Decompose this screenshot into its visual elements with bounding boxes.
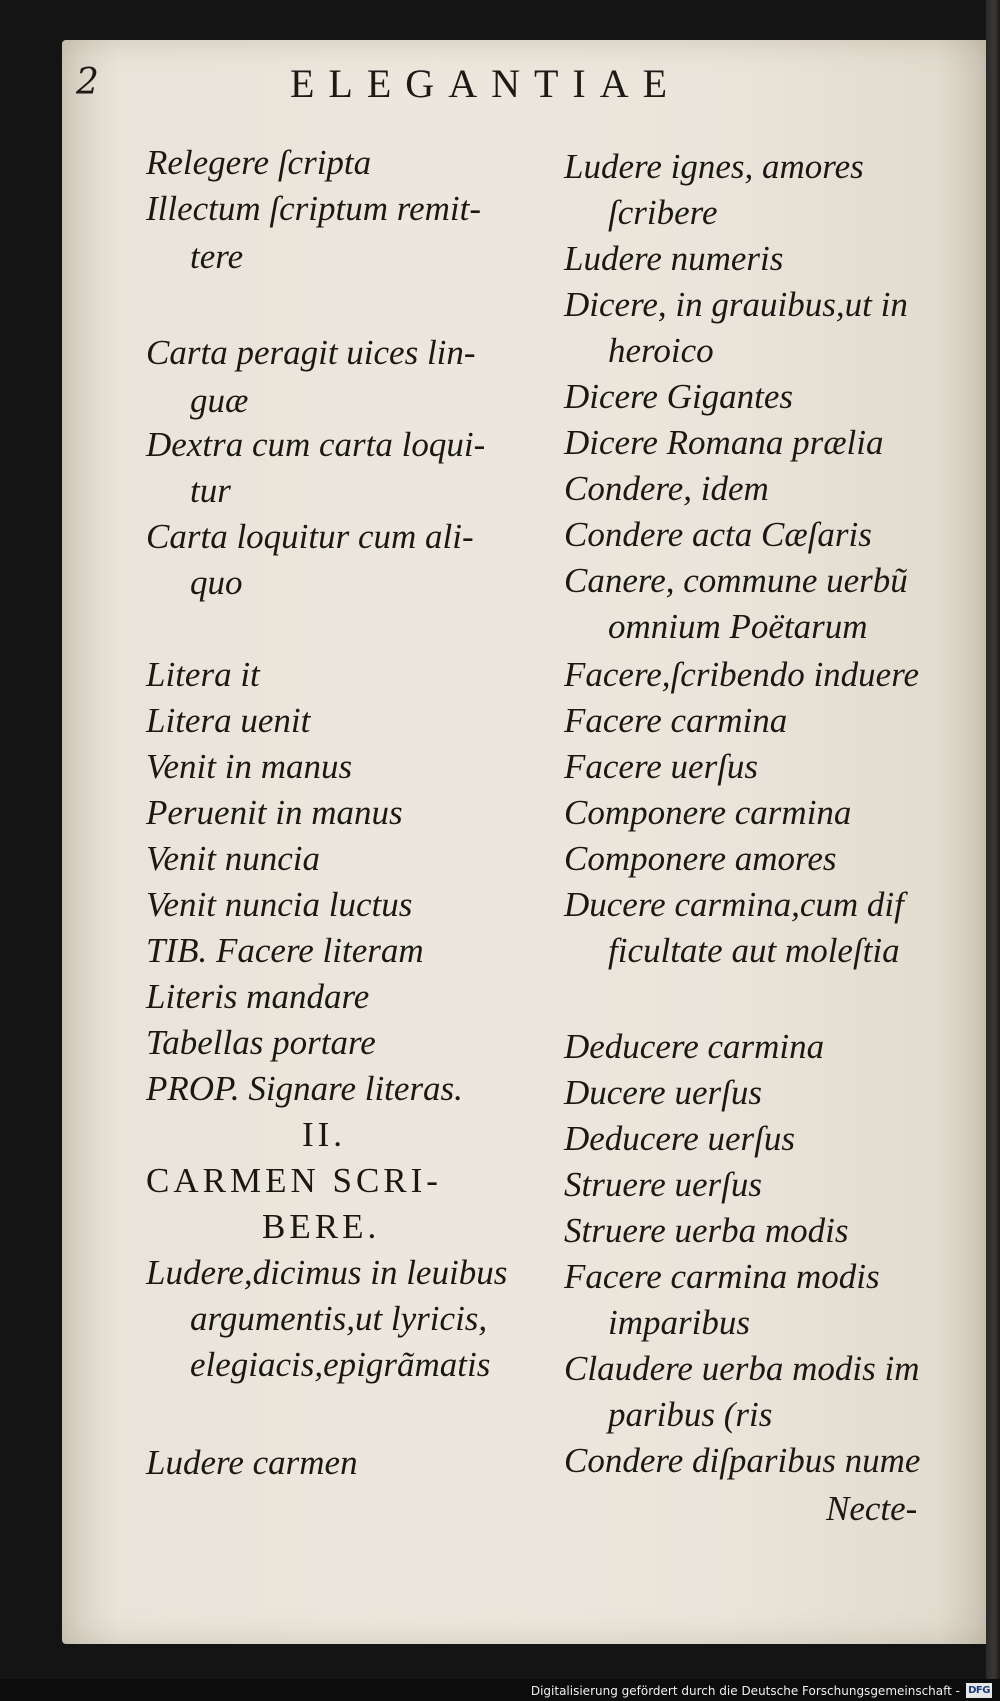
- text-line: Ludere numeris: [564, 239, 784, 278]
- text-line: Relegere ſcripta: [146, 143, 372, 182]
- text-line: Ludere,dicimus in leuibus: [146, 1253, 508, 1292]
- text-line: Dicere Romana prælia: [564, 423, 884, 462]
- footer-bar: [0, 1679, 1000, 1701]
- text-line: PROP. Signare literas.: [146, 1069, 463, 1108]
- text-line: elegiacis,epigrãmatis: [190, 1345, 491, 1384]
- text-line: Literis mandare: [146, 977, 370, 1016]
- text-line: Ducere carmina,cum dif: [564, 885, 904, 924]
- text-line: Facere carmina: [564, 701, 788, 740]
- text-line: Venit nuncia: [146, 839, 320, 878]
- text-line: Condere acta Cæſaris: [564, 515, 872, 554]
- text-line: Venit in manus: [146, 747, 353, 786]
- footer-credit: Digitalisierung gefördert durch die Deutsche Forschungsgemeinschaft -: [530, 1684, 960, 1698]
- text-line: omnium Poëtarum: [608, 607, 868, 646]
- text-line: quo: [190, 563, 243, 602]
- page-number: 2: [76, 62, 99, 103]
- text-line: Componere carmina: [564, 793, 852, 832]
- text-line: Ludere carmen: [146, 1443, 358, 1482]
- text-line: Dextra cum carta loqui-: [146, 425, 486, 464]
- text-line: Deducere uerſus: [564, 1119, 795, 1158]
- dfg-logo: DFG: [966, 1683, 992, 1698]
- text-line: Condere diſparibus nume: [564, 1441, 921, 1480]
- text-line: Canere, commune uerbũ: [564, 561, 908, 600]
- catchword: Necte-: [826, 1489, 918, 1528]
- text-line: ſcribere: [608, 193, 718, 232]
- text-line: Litera it: [146, 655, 260, 694]
- text-line: Facere carmina modis: [564, 1257, 880, 1296]
- section-number: II.: [302, 1115, 347, 1154]
- book-edge: [986, 0, 1000, 1701]
- text-line: Carta loquitur cum ali-: [146, 517, 474, 556]
- text-line: Tabellas portare: [146, 1023, 376, 1062]
- text-line: Componere amores: [564, 839, 837, 878]
- text-line: Carta peragit uices lin-: [146, 333, 476, 372]
- text-line: Struere uerba modis: [564, 1211, 849, 1250]
- text-line: heroico: [608, 331, 714, 370]
- text-line: Claudere uerba modis im: [564, 1349, 920, 1388]
- text-line: Condere, idem: [564, 469, 769, 508]
- text-line: Litera uenit: [146, 701, 311, 740]
- text-line: Dicere Gigantes: [564, 377, 794, 416]
- text-line: Deducere carmina: [564, 1027, 825, 1066]
- text-line: Venit nuncia luctus: [146, 885, 413, 924]
- text-line: Struere uerſus: [564, 1165, 762, 1204]
- text-line: Illectum ſcriptum remit-: [146, 189, 482, 228]
- text-line: paribus (ris: [608, 1395, 773, 1434]
- section-heading: BERE.: [262, 1207, 381, 1246]
- section-heading: CARMEN SCRI-: [146, 1161, 442, 1200]
- text-line: Peruenit in manus: [146, 793, 403, 832]
- text-line: imparibus: [608, 1303, 750, 1342]
- text-line: Ludere ignes, amores: [564, 147, 864, 186]
- text-line: Dicere, in grauibus,ut in: [564, 285, 908, 324]
- text-line: tur: [190, 471, 231, 510]
- text-line: ficultate aut moleſtia: [608, 931, 900, 970]
- text-line: tere: [190, 237, 244, 276]
- text-line: TIB. Facere literam: [146, 931, 424, 970]
- running-head: ELEGANTIAE: [290, 61, 682, 106]
- text-line: guæ: [190, 381, 249, 420]
- text-line: Facere,ſcribendo induere: [564, 655, 920, 694]
- text-line: argumentis,ut lyricis,: [190, 1299, 488, 1338]
- text-line: Ducere uerſus: [564, 1073, 762, 1112]
- text-line: Facere uerſus: [564, 747, 759, 786]
